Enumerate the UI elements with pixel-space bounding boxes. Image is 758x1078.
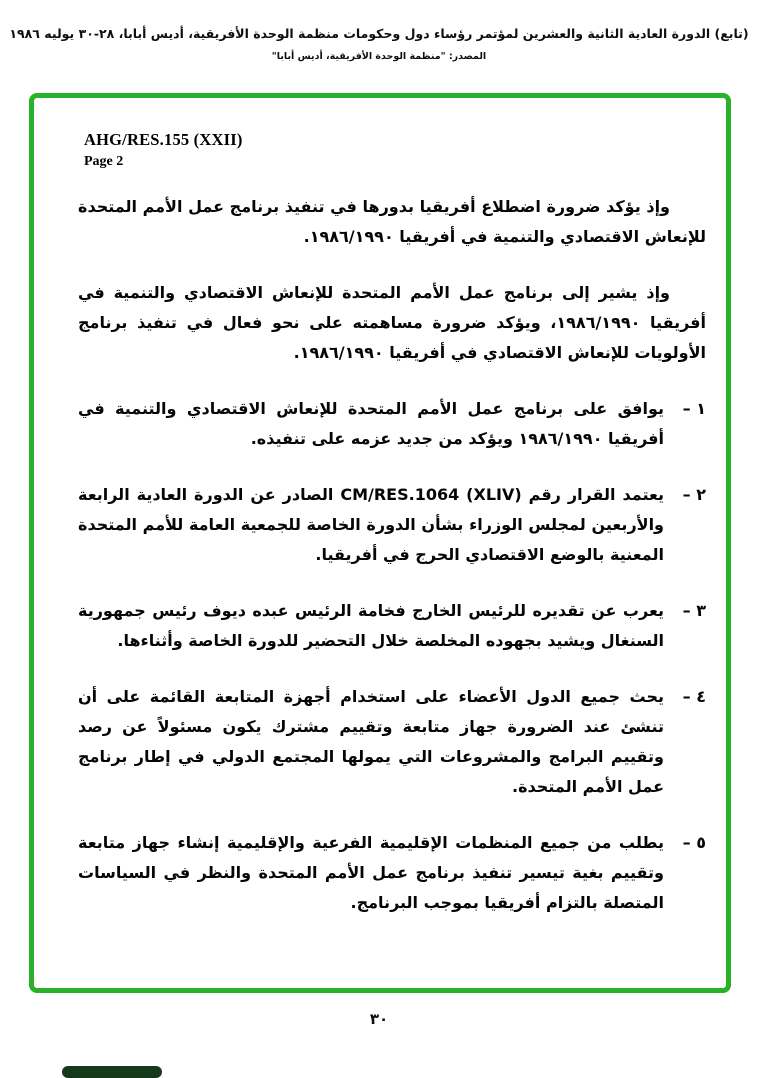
resolution-item — [78, 828, 706, 918]
header-caption: (تابع) الدورة العادية الثانية والعشرين لمؤتمر رؤساء دول وحكومات منظمة الوحدة الأفريقية، أديس أبابا، ٢٨-٣٠ يوليه ١٩٨٦ — [9, 26, 749, 41]
item-marker: ١ – — [682, 399, 706, 418]
document-frame — [29, 93, 731, 993]
preamble-paragraph: وإذ يؤكد ضرورة اضطلاع أفريقيا بدورها في تنفيذ برنامج عمل الأمم المتحدة للإنعاش الاقتصادي والتنمية في أفريقيا ١٩٨٦/١٩٩٠. — [78, 197, 706, 246]
resolution-item — [78, 480, 706, 570]
document-reference-block — [84, 130, 726, 170]
item-marker: ٥ – — [682, 833, 706, 852]
item-text: يوافق على برنامج عمل الأمم المتحدة للإنعاش الاقتصادي والتنمية في أفريقيا ١٩٨٦/١٩٩٠ ويؤكد من جديد عزمه على تنفيذه. — [78, 399, 664, 448]
scan-artifact — [62, 1066, 162, 1078]
resolution-item — [78, 394, 706, 454]
item-marker: ٤ – — [682, 687, 706, 706]
page-label: Page 2 — [84, 154, 124, 169]
resolution-item — [78, 682, 706, 802]
item-marker: ٢ – — [682, 485, 706, 504]
item-text: يعتمد القرار رقم CM/RES.1064 (XLIV) الصادر عن الدورة العادية الرابعة والأربعين لمجلس الوزراء بشأن الدورة الخاصة للجمعية العامة للأمم المتحدة المعنية بالوضع الاقتصادي الحرج في أفريقيا. — [78, 485, 665, 564]
preamble-paragraph: وإذ يشير إلى برنامج عمل الأمم المتحدة للإنعاش الاقتصادي والتنمية في أفريقيا ١٩٨٦/١٩٩٠، ويؤكد ضرورة مساهمته على نحو فعال في تنفيذ برنامج الأولويات للإنعاش الاقتصادي في أفريقيا ١٩٨٦/١٩٩٠. — [78, 283, 707, 362]
item-text: يحث جميع الدول الأعضاء على استخدام أجهزة المتابعة القائمة على أن تنشئ عند الضرورة جهاز متابعة وتقييم مشترك يكون مسئولاً عن رصد وتقييم البرامج والمشروعات التي يمولها المجتمع الدولي في إطار برنامج عمل الأمم المتحدة. — [78, 687, 664, 796]
resolution-ref: AHG/RES.155 (XXII) — [84, 130, 243, 149]
scan-header — [8, 26, 750, 62]
item-text: يعرب عن تقديره للرئيس الخارج فخامة الرئيس عبده ديوف رئيس جمهورية السنغال ويشيد بجهوده المخلصة خلال التحضير للدورة الخاصة وأثناءها. — [78, 601, 664, 650]
item-text: يطلب من جميع المنظمات الإقليمية الفرعية والإقليمية إنشاء جهاز متابعة وتقييم بغية تيسير تنفيذ برنامج عمل الأمم المتحدة والنظر في السياسات المتصلة بالتزام أفريقيا بموجب البرنامج. — [78, 833, 664, 912]
item-marker: ٣ – — [682, 601, 706, 620]
resolution-body — [34, 170, 726, 918]
header-source: المصدر: "منظمة الوحدة الأفريقية، أديس أبابا" — [271, 51, 487, 62]
resolution-item — [78, 596, 706, 656]
page-number: ٣٠ — [369, 1010, 389, 1028]
